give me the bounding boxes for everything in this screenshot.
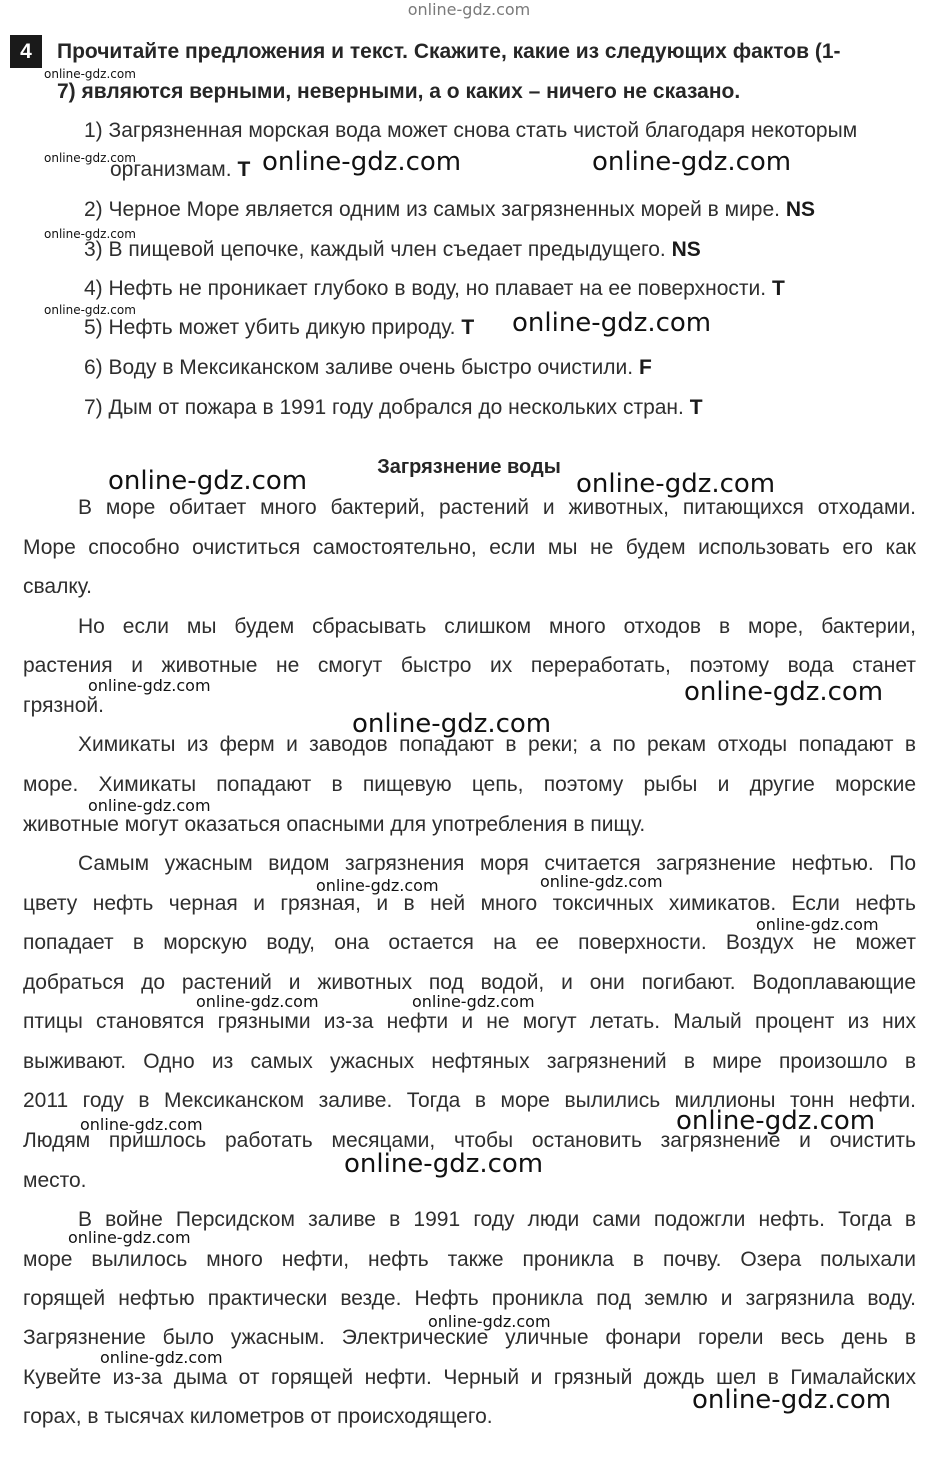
watermark: online-gdz.com [412,992,535,1011]
text-line: растения и животные не смогут быстро их переработать, поэтому вода станет [23,654,916,677]
watermark: online-gdz.com [576,469,776,499]
text-line: В море обитает много бактерий, растений и животных, питающихся отходами. [78,496,916,519]
fact-item-1: 1) Загрязненная морская вода может снова стать чистой благодаря некоторым [84,119,858,142]
watermark: online-gdz.com [80,1115,203,1134]
watermark: online-gdz.com [68,1228,191,1247]
fact-item-6: 6) Воду в Мексиканском заливе очень быстро очистили. F [84,356,652,379]
watermark: online-gdz.com [196,992,319,1011]
instruction-line-1: Прочитайте предложения и текст. Скажите, какие из следующих фактов (1- [57,40,841,63]
instruction-line-2: 7) являются верными, неверными, а о каких – ничего не сказано. [57,80,741,103]
text-line: горящей нефтью практически везде. Нефть проникла под землю и загрязнила воду. [23,1287,916,1310]
fact-item-7: 7) Дым от пожара в 1991 году добрался до нескольких стран. T [84,396,703,419]
text-line: Кувейте из-за дыма от горящей нефти. Черный и грязный дождь шел в Гималайских [23,1366,916,1389]
watermark: online-gdz.com [44,303,136,317]
answer-3: NS [671,238,701,261]
fact-item-4: 4) Нефть не проникает глубоко в воду, но плавает на ее поверхности. T [84,277,785,300]
watermark: online-gdz.com [540,872,663,891]
answer-6: F [638,356,652,379]
answer-5: T [461,316,475,339]
text-line: Людям пришлось работать месяцами, чтобы остановить загрязнение и очистить [23,1129,916,1152]
watermark: online-gdz.com [512,308,712,338]
fact-item-5: 5) Нефть может убить дикую природу. T [84,316,475,339]
text-line: Загрязнение было ужасным. Электрические уличные фонари горели весь день в [23,1326,916,1349]
watermark: online-gdz.com [428,1312,551,1331]
watermark: online-gdz.com [44,151,136,165]
watermark: online-gdz.com [316,876,439,895]
watermark: online-gdz.com [44,67,136,81]
text-line: птицы становятся грязными из-за нефти и не могут летать. Малый процент из них [23,1010,916,1033]
text-line: место. [23,1169,87,1192]
watermark: online-gdz.com [676,1106,876,1136]
text-line: В войне Персидском заливе в 1991 году люди сами подожгли нефть. Тогда в [78,1208,916,1231]
text-line: Но если мы будем сбрасывать слишком много отходов в море, бактерии, [78,615,916,638]
text-line: море вылилось много нефти, нефть также проникла в почву. Озера полыхали [23,1248,916,1271]
watermark: online-gdz.com [756,915,879,934]
text-title: Загрязнение воды [377,456,561,478]
watermark: online-gdz.com [108,466,308,496]
text-line: свалку. [23,575,93,598]
fact-item-1-cont: организмам. T [110,158,251,181]
answer-2: NS [785,198,816,221]
watermark: online-gdz.com [44,227,136,241]
watermark: online-gdz.com [352,709,552,739]
answer-7: T [689,396,703,419]
text-line: горах, в тысячах километров от происходящего. [23,1405,493,1428]
text-line: выживают. Одно из самых ужасных нефтяных загрязнений в мире произошло в [23,1050,916,1073]
text-line: Химикаты из ферм и заводов попадают в реки; а по рекам отходы попадают в [78,733,916,756]
watermark: online-gdz.com [692,1385,892,1415]
text-line: 2011 году в Мексиканском заливе. Тогда в море вылились миллионы тонн нефти. [23,1089,916,1112]
text-line: море. Химикаты попадают в пищевую цепь, поэтому рыбы и другие морские [23,773,916,796]
text-line: добраться до растений и животных под водой, и они погибают. Водоплавающие [23,971,916,994]
header-watermark: online-gdz.com [407,0,531,19]
fact-item-3: 3) В пищевой цепочке, каждый член съедает предыдущего. NS [84,238,701,261]
fact-item-2: 2) Черное Море является одним из самых загрязненных морей в мире. NS [84,198,816,221]
text-line: животные могут оказаться опасными для употребления в пищу. [23,813,646,836]
watermark: online-gdz.com [344,1149,544,1179]
text-line: цвету нефть черная и грязная, и в ней много токсичных химикатов. Если нефть [23,892,916,915]
watermark: online-gdz.com [262,147,462,177]
watermark: online-gdz.com [100,1348,223,1367]
answer-1: T [237,158,251,181]
text-line: Море способно очиститься самостоятельно, если мы не будем использовать его как [23,536,916,559]
watermark: online-gdz.com [88,796,211,815]
watermark: online-gdz.com [88,676,211,695]
watermark: online-gdz.com [684,677,884,707]
text-line: попадает в морскую воду, она остается на ее поверхности. Воздух не может [23,931,916,954]
watermark: online-gdz.com [592,147,792,177]
exercise-number-badge: 4 [10,35,42,68]
text-line: Самым ужасным видом загрязнения моря считается загрязнение нефтью. По [78,852,916,875]
text-line: грязной. [23,694,104,717]
answer-4: T [771,277,785,300]
